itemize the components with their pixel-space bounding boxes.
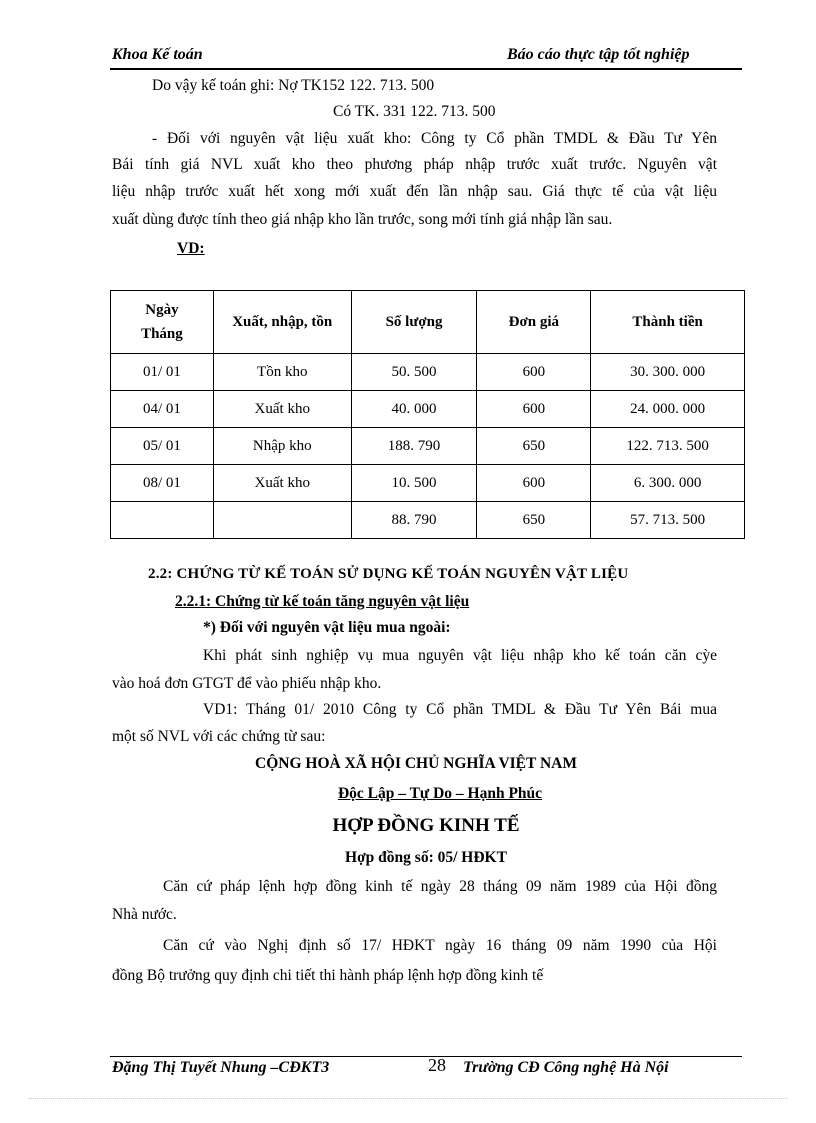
table-row bbox=[111, 354, 745, 391]
cell-unit-price: 600 bbox=[477, 354, 591, 391]
page-edge-divider bbox=[28, 1098, 788, 1099]
contract-basis2-line1: Căn cứ vào Nghị định số 17/ HĐKT ngày 16 tháng 09 năm 1990 của Hội bbox=[163, 937, 717, 954]
section-para2-line1: VD1: Tháng 01/ 2010 Công ty Cổ phần TMDL & Đầu Tư Yên Bái mua bbox=[203, 701, 717, 718]
cell-date: 08/ 01 bbox=[111, 465, 214, 502]
cell-unit-price: 650 bbox=[477, 502, 591, 539]
cell-amount: 6. 300. 000 bbox=[591, 465, 745, 502]
para1-line1: - Đối với nguyên vật liệu xuất kho: Công ty Cổ phần TMDL & Đầu Tư Yên bbox=[152, 130, 717, 147]
contract-number: Hợp đồng số: 05/ HĐKT bbox=[345, 849, 507, 866]
motto: Độc Lập – Tự Do – Hạnh Phúc bbox=[337, 785, 543, 802]
cell-type: Xuất kho bbox=[213, 391, 351, 428]
section-title: 2.2: CHỨNG TỪ KẾ TOÁN SỬ DỤNG KẾ TOÁN NGUYÊN VẬT LIỆU bbox=[148, 566, 629, 582]
header-rule bbox=[110, 68, 742, 70]
cell-unit-price: 650 bbox=[477, 428, 591, 465]
page-number: 28 bbox=[428, 1055, 446, 1075]
section-para1-line1: Khi phát sinh nghiệp vụ mua nguyên vật liệu nhập kho kế toán căn cỳe bbox=[203, 647, 717, 664]
cell-quantity: 88. 790 bbox=[351, 502, 477, 539]
cell-date: 05/ 01 bbox=[111, 428, 214, 465]
cell-date: 01/ 01 bbox=[111, 354, 214, 391]
header-date-month: Tháng bbox=[141, 326, 183, 342]
cell-amount: 57. 713. 500 bbox=[591, 502, 745, 539]
header-type: Xuất, nhập, tồn bbox=[213, 291, 351, 354]
cell-unit-price: 600 bbox=[477, 391, 591, 428]
entry-credit: Có TK. 331 122. 713. 500 bbox=[333, 103, 496, 120]
cell-date: 04/ 01 bbox=[111, 391, 214, 428]
para1-line4: xuất dùng được tính theo giá nhập kho lần trước, song mới tính giá nhập lần sau. bbox=[112, 211, 613, 228]
table-header-row bbox=[111, 291, 745, 354]
header-quantity: Số lượng bbox=[351, 291, 477, 354]
footer-school: Trường CĐ Công nghệ Hà Nội bbox=[463, 1059, 669, 1076]
cell-type: Tồn kho bbox=[213, 354, 351, 391]
table-total-row bbox=[111, 502, 745, 539]
footer-rule bbox=[110, 1056, 742, 1057]
nation-heading: CỘNG HOÀ XÃ HỘI CHỦ NGHĨA VIỆT NAM bbox=[255, 755, 577, 772]
cell-amount: 24. 000. 000 bbox=[591, 391, 745, 428]
cell-type: Nhập kho bbox=[213, 428, 351, 465]
contract-basis1-line2: Nhà nước. bbox=[112, 906, 177, 923]
contract-title: HỢP ĐỒNG KINH TẾ bbox=[332, 815, 520, 836]
header-right: Báo cáo thực tập tốt nghiệp bbox=[507, 46, 690, 63]
cell-quantity: 40. 000 bbox=[351, 391, 477, 428]
cell-date bbox=[111, 502, 214, 539]
cell-amount: 122. 713. 500 bbox=[591, 428, 745, 465]
cell-amount: 30. 300. 000 bbox=[591, 354, 745, 391]
example-label: VD: bbox=[177, 240, 205, 257]
table-row bbox=[111, 428, 745, 465]
cell-type bbox=[213, 502, 351, 539]
section-para2-line2: một số NVL với các chứng từ sau: bbox=[112, 728, 326, 745]
para1-line3: liệu nhập trước xuất hết xong mới xuất đến lần nhập sau. Giá thực tế của vật liệu bbox=[112, 183, 717, 200]
header-date bbox=[111, 291, 214, 354]
cell-quantity: 188. 790 bbox=[351, 428, 477, 465]
subsection-title: 2.2.1: Chứng từ kế toán tăng nguyên vật liệu bbox=[175, 593, 470, 610]
header-amount: Thành tiền bbox=[591, 291, 745, 354]
table-row bbox=[111, 465, 745, 502]
header-unit-price: Đơn giá bbox=[477, 291, 591, 354]
contract-basis1-line1: Căn cứ pháp lệnh hợp đồng kinh tế ngày 28 tháng 09 năm 1989 của Hội đồng bbox=[163, 878, 717, 895]
cell-unit-price: 600 bbox=[477, 465, 591, 502]
para1-line2: Bái tính giá NVL xuất kho theo phương pháp nhập trước xuất trước. Nguyên vật bbox=[112, 156, 717, 173]
section-para1-line2: vào hoá đơn GTGT để vào phiếu nhập kho. bbox=[112, 675, 382, 692]
entry-debit: Do vậy kế toán ghi: Nợ TK152 122. 713. 500 bbox=[152, 77, 435, 94]
item-heading: *) Đối với nguyên vật liệu mua ngoài: bbox=[203, 619, 451, 636]
inventory-table bbox=[110, 290, 745, 539]
contract-basis2-line2: đồng Bộ trưởng quy định chi tiết thi hành pháp lệnh hợp đồng kinh tế bbox=[112, 967, 544, 984]
footer-author: Đặng Thị Tuyết Nhung –CĐKT3 bbox=[112, 1059, 330, 1076]
cell-quantity: 10. 500 bbox=[351, 465, 477, 502]
cell-type: Xuất kho bbox=[213, 465, 351, 502]
table-row bbox=[111, 391, 745, 428]
cell-quantity: 50. 500 bbox=[351, 354, 477, 391]
header-left: Khoa Kế toán bbox=[112, 46, 203, 63]
header-date-day: Ngày bbox=[145, 302, 179, 318]
